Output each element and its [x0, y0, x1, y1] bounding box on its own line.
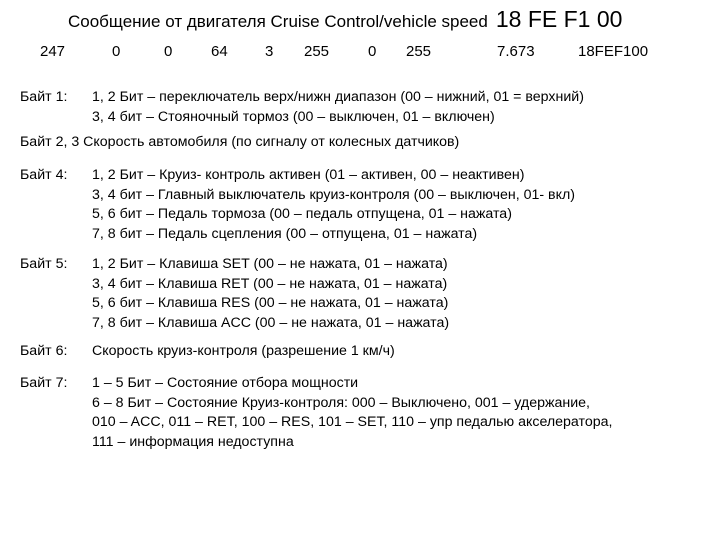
section-line: 1, 2 Бит – переключатель верх/нижн диапазон (00 – нижний, 01 = верхний): [92, 89, 584, 105]
byte6-section: [20, 342, 395, 362]
values-row: [0, 43, 720, 63]
title-code: 18 FE F1 00: [495, 6, 623, 32]
section-body: [92, 342, 395, 362]
section-line: 6 – 8 Бит – Состояние Круиз-контроля: 000 – Выключено, 001 – удержание,: [92, 394, 590, 411]
section-line: 7, 8 бит – Клавиша ACC (00 – не нажата, 01 – нажата): [92, 314, 450, 331]
section-label: Байт 1:: [20, 89, 68, 105]
section-body: [92, 374, 612, 452]
section-line: 3, 4 бит – Клавиша RET (00 – не нажата, 01 – нажата): [92, 275, 448, 292]
section-label: Байт 7:: [20, 375, 68, 391]
section-label: Байт 4:: [20, 167, 68, 183]
section-line: 010 – ACC, 011 – RET, 100 – RES, 101 – SET, 110 – упр педалью акселератора,: [92, 414, 613, 430]
byte23-section: [20, 133, 459, 153]
section-body: [92, 166, 575, 244]
section-line: 3, 4 бит – Стояночный тормоз (00 – выключен, 01 – включен): [92, 108, 495, 125]
value-cell: 3: [265, 43, 274, 60]
value-cell: 0: [112, 43, 121, 60]
section-line: 3, 4 бит – Главный выключатель круиз-контроля (00 – выключен, 01- вкл): [92, 186, 575, 203]
value-cell: 247: [40, 43, 66, 60]
title-text: Сообщение от двигателя Cruise Control/vehicle speed: [68, 12, 488, 31]
section-line: Скорость круиз-контроля (разрешение 1 км/ч): [92, 343, 395, 359]
value-cell: 18FEF100: [578, 43, 649, 60]
section-line: Байт 2, 3 Скорость автомобиля (по сигналу от колесных датчиков): [20, 134, 460, 150]
section-body: [92, 88, 584, 127]
value-cell: 64: [211, 43, 228, 60]
section-body: [92, 255, 449, 333]
byte1-section: [20, 88, 584, 127]
page-title: [68, 6, 622, 33]
section-line: 7, 8 бит – Педаль сцепления (00 – отпущена, 01 – нажата): [92, 225, 478, 242]
value-cell: 0: [368, 43, 377, 60]
byte5-section: [20, 255, 449, 333]
section-line: 5, 6 бит – Клавиша RES (00 – не нажата, 01 – нажата): [92, 295, 449, 311]
value-cell: 7.673: [497, 43, 535, 60]
section-line: 1 – 5 Бит – Состояние отбора мощности: [92, 375, 359, 391]
section-line: 5, 6 бит – Педаль тормоза (00 – педаль отпущена, 01 – нажата): [92, 206, 512, 222]
value-cell: 255: [406, 43, 432, 60]
value-cell: 0: [164, 43, 173, 60]
byte4-section: [20, 166, 575, 244]
section-label: Байт 6:: [20, 343, 68, 359]
section-label: Байт 5:: [20, 256, 68, 272]
section-line: 1, 2 Бит – Круиз- контроль активен (01 – активен, 00 – неактивен): [92, 167, 525, 183]
byte7-section: [20, 374, 612, 452]
section-line: 111 – информация недоступна: [92, 433, 294, 450]
section-line: 1, 2 Бит – Клавиша SET (00 – не нажата, 01 – нажата): [92, 256, 448, 272]
value-cell: 255: [304, 43, 330, 60]
